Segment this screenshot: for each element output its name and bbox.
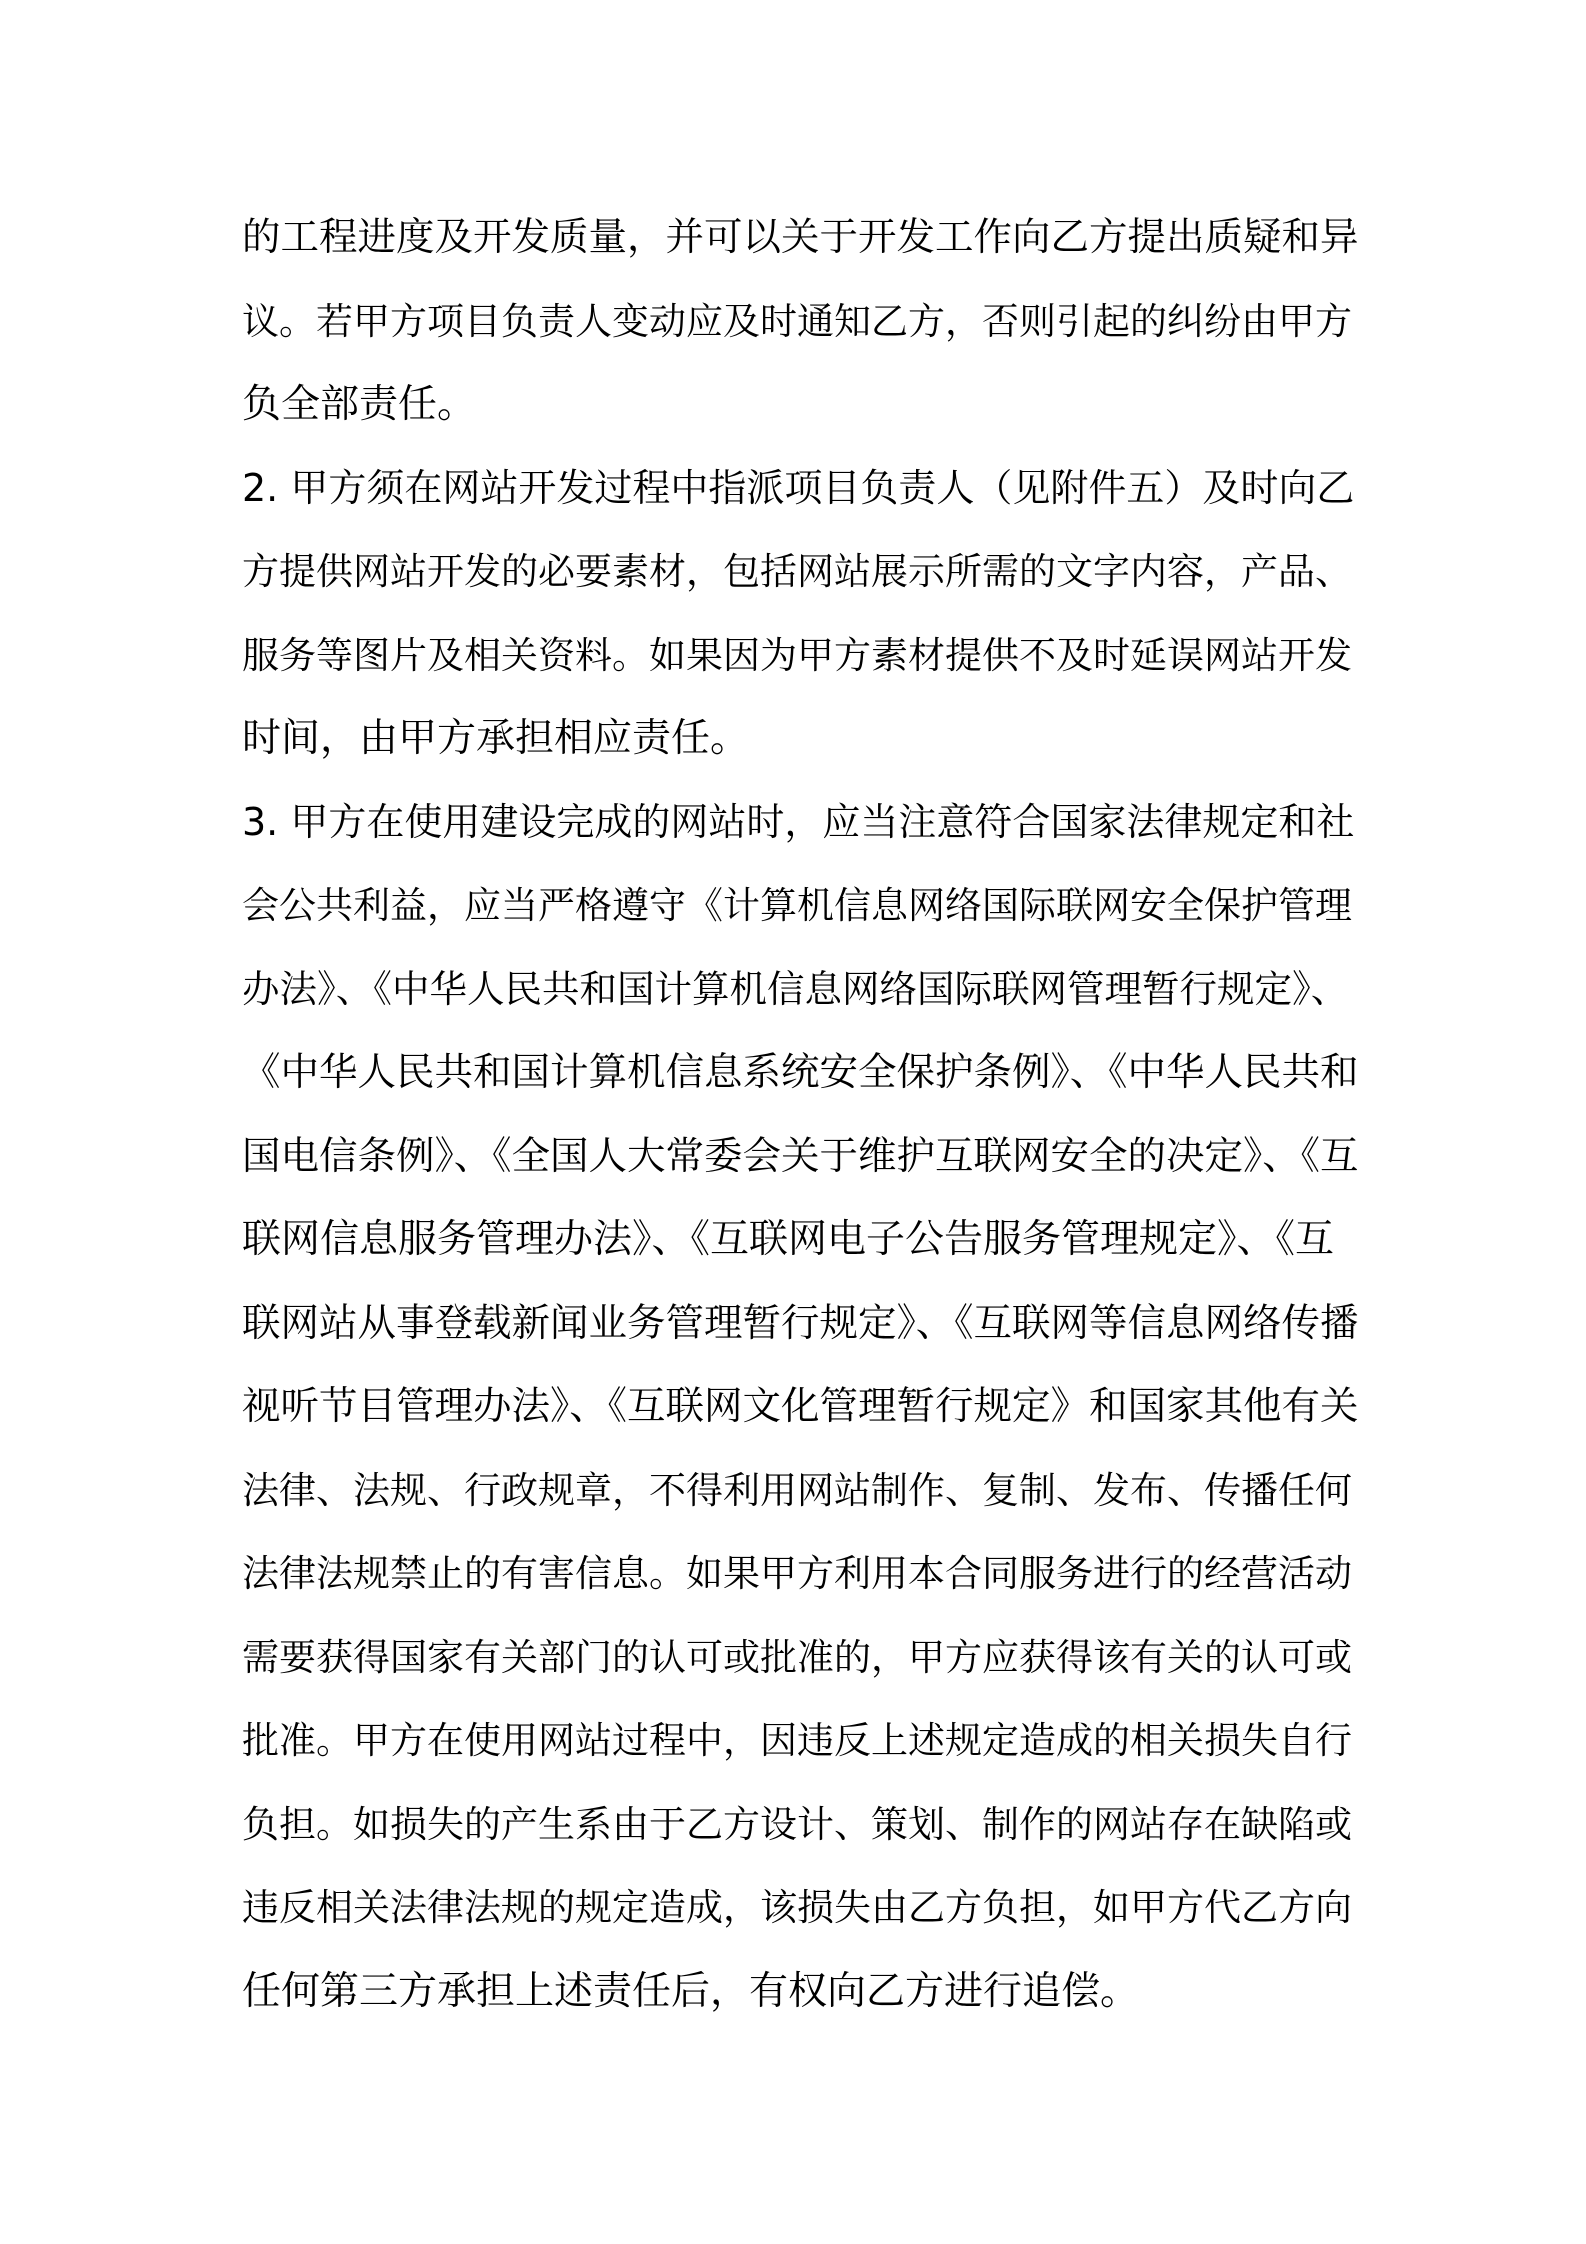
clause-3-line: 3. 甲方在使用建设完成的网站时，应当注意符合国家法律规定和社: [242, 799, 1355, 844]
text-line: 方提供网站开发的必要素材，包括网站展示所需的文字内容，产品、: [242, 550, 1352, 593]
text-line: 办法》、《中华人民共和国计算机信息网络国际联网管理暂行规定》、: [242, 966, 1349, 1011]
text-line: 的工程进度及开发质量，并可以关于开发工作向乙方提出质疑和异: [242, 215, 1359, 260]
text-line: 时间，由甲方承担相应责任。: [242, 716, 750, 761]
text-line: 负担。如损失的产生系由于乙方设计、策划、制作的网站存在缺陷或: [242, 1802, 1352, 1846]
text-line: 负全部责任。: [242, 382, 477, 427]
text-line: 视听节目管理办法》、《互联网文化管理暂行规定》和国家其他有关: [242, 1384, 1359, 1429]
text-line: 违反相关法律法规的规定造成，该损失由乙方负担，如甲方代乙方向: [242, 1886, 1352, 1929]
text-line: 服务等图片及相关资料。如果因为甲方素材提供不及时延误网站开发: [242, 633, 1352, 677]
text-line: 《中华人民共和国计算机信息系统安全保护条例》、《中华人民共和: [242, 1050, 1359, 1095]
contract-text: [242, 196, 1362, 2033]
text-line: 法律法规禁止的有害信息。如果甲方利用本合同服务进行的经营活动: [242, 1552, 1352, 1595]
text-line: 国电信条例》、《全国人大常委会关于维护互联网安全的决定》、《互: [242, 1133, 1359, 1179]
text-line: 会公共利益，应当严格遵守《计算机信息网络国际联网安全保护管理: [242, 884, 1352, 927]
text-line: 议。若甲方项目负责人变动应及时通知乙方，否则引起的纠纷由甲方: [242, 299, 1352, 343]
text-line: 需要获得国家有关部门的认可或批准的，甲方应获得该有关的认可或: [242, 1635, 1352, 1679]
text-line: 联网信息服务管理办法》、《互联网电子公告服务管理规定》、《互: [242, 1217, 1335, 1262]
text-line: 联网站从事登载新闻业务管理暂行规定》、《互联网等信息网络传播: [242, 1300, 1359, 1346]
clause-2-line: 2. 甲方须在网站开发过程中指派项目负责人（见附件五）及时向乙: [242, 465, 1355, 510]
text-line: 批准。甲方在使用网站过程中，因违反上述规定造成的相关损失自行: [242, 1719, 1352, 1762]
text-line: 任何第三方承担上述责任后，有权向乙方进行追偿。: [242, 1968, 1140, 2014]
text-line: 法律、法规、行政规章，不得利用网站制作、复制、发布、传播任何: [242, 1468, 1352, 1512]
